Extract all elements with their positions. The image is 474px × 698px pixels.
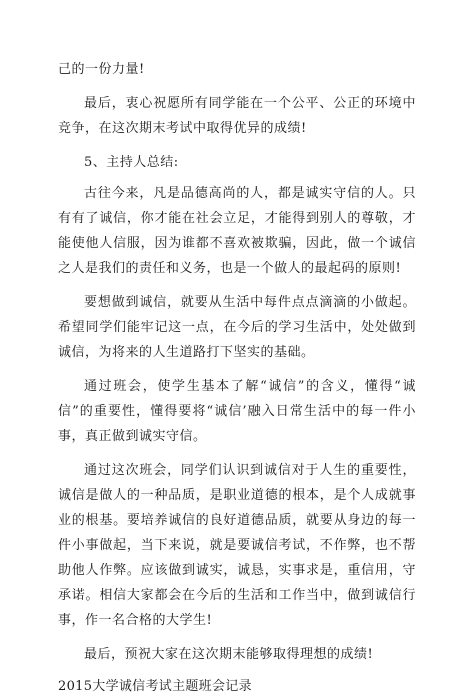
section-heading: 5、主持人总结: bbox=[84, 155, 179, 170]
paragraph-closing-wish: 最后，衷心祝愿所有同学能在一个公平、公正的环境中竞争，在这次期末考试中取得优异的成绩! bbox=[58, 96, 416, 136]
paragraph-daily-integrity: 要想做到诚信，就要从生活中每件点点滴滴的小做起。希望同学们能牢记这一点，在今后的学习生活中，处处做到诚信，为将来的人生道路打下坚实的基础。 bbox=[58, 295, 416, 360]
paragraph-continuation: 己的一份力量! bbox=[58, 62, 145, 77]
paragraph-integrity-intro: 古往今来，凡是品德高尚的人，都是诚实守信的人。只有有了诚信，你才能在社会立足，才能得到别人的尊敬，才能使他人信服，因为谁都不喜欢被欺骗，因此，做一个诚信之人是我们的责任和义务，也是一个做人的最起码的原则! bbox=[58, 186, 416, 276]
paragraph-meeting-outcome: 通过这次班会，同学们认识到诚信对于人生的重要性，诚信是做人的一种品质，是职业道德的根本，是个人成就事业的根基。要培养诚信的良好道德品质，就要从身边的每一件小事做起，当下来说，就是要诚信考试，不作弊，也不帮助他人作弊。应该做到诚实，诚恳，实事求是，重信用，守承诺。相信大家都会在今后的生活和工作当中，做到诚信行事，作一名合格的大学生! bbox=[58, 463, 416, 628]
paragraph-final-wish: 最后，预祝大家在这次期末能够取得理想的成绩! bbox=[84, 647, 374, 662]
paragraph-meeting-purpose: 通过班会，使学生基本了解“诚信”的含义，懂得“诚信”的重要性，懂得要将“诚信’融入日常生活中的每一件小事，真正做到诚实守信。 bbox=[58, 379, 416, 444]
document-footer-title: 2015大学诚信考试主题班会记录 bbox=[58, 679, 252, 694]
